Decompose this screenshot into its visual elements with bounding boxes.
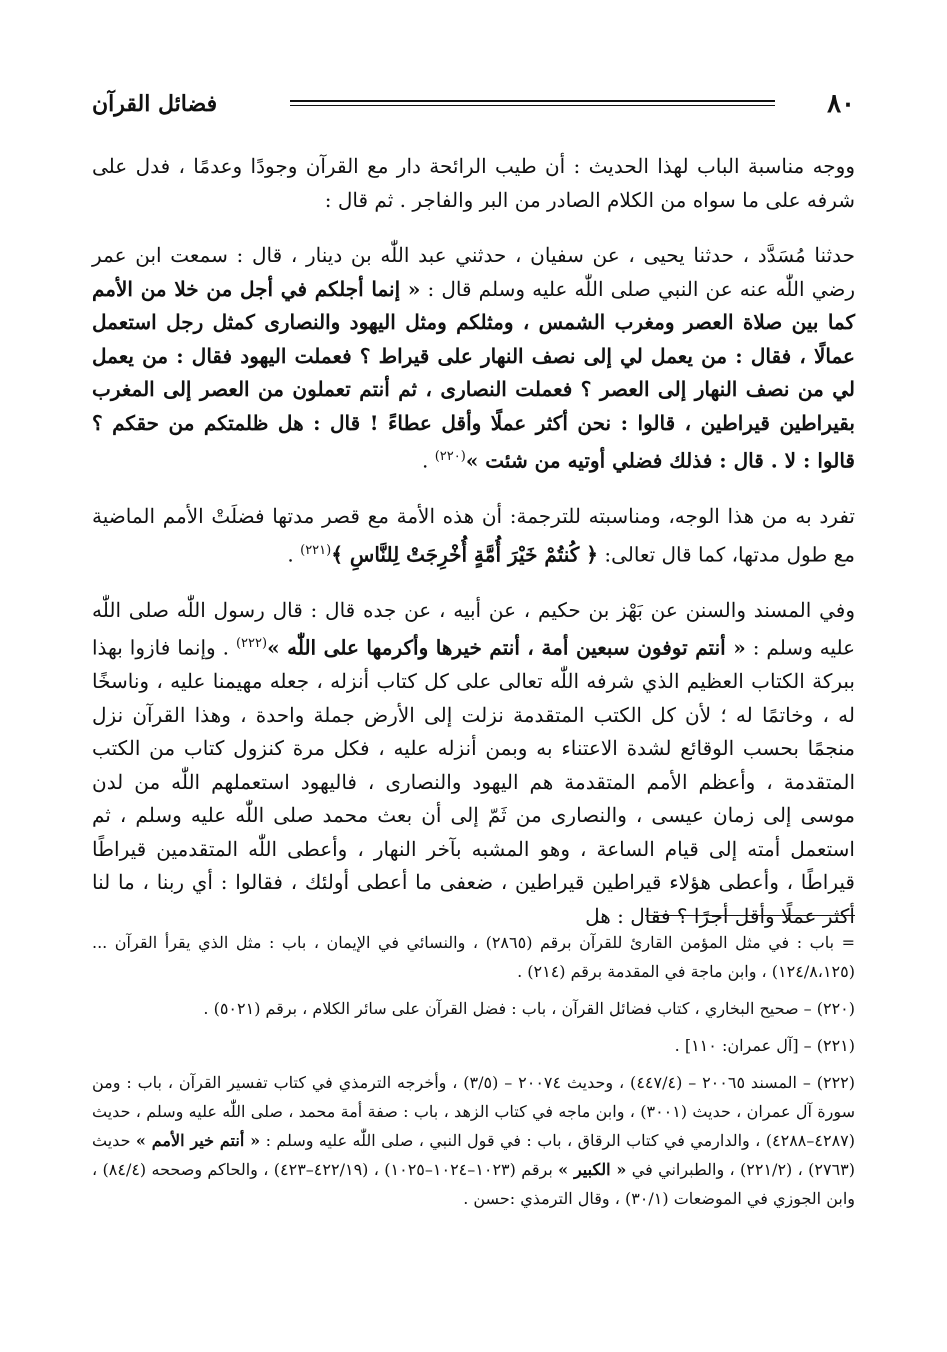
paragraph-1: ووجه مناسبة الباب لهذا الحديث : أن طيب الرائحة دار مع القرآن وجودًا وعدمًا ، فدل على شرفه على ما سواه من الكلام الصادر من البر والفاجر . ثم قال : bbox=[92, 154, 855, 212]
footnote-text: (٢٢٢) – المسند ٢٠٠٦٥ – (٤٤٧/٤) ، وحديث ٢٠٠٧٤ – (٣/٥) ، وأخرجه الترمذي في كتاب تفسير القرآن ، باب : ومن سورة آل عمران ، حديث (٣٠٠١) ، وابن ماجه في كتاب الزهد ، باب : صفة أمة محمد ، صلى اللّٰه عليه وسلم ، حديث (٤٢٨٧–٤٢٨٨) ، والدارمي في كتاب الرقاق ، باب : في قول النبي ، صلى اللّٰه عليه وسلم : bbox=[92, 1073, 856, 1150]
footnote-222 bbox=[92, 1068, 855, 1213]
footnote-book-title: « الكبير » bbox=[558, 1160, 627, 1179]
footnotes bbox=[92, 928, 855, 1221]
footnote-continued: = باب : في مثل المؤمن القارئ للقرآن برقم (٢٨٦٥) ، والنسائي في الإيمان ، باب : مثل الذي يقرأ القرآن ... (١٢٤/٨،١٢٥) ، وابن ماجة في المقدمة برقم (٢١٤) . bbox=[92, 933, 855, 981]
footnote-ref-220: (٢٢٠) bbox=[434, 449, 466, 464]
paragraph-end: . bbox=[422, 448, 435, 473]
hadith-text: « أنتم توفون سبعين أمة ، أنتم خيرها وأكرمها على اللّٰه » bbox=[267, 635, 746, 660]
footnote-221: (٢٢١) – [آل عمران: ١١٠] . bbox=[674, 1036, 855, 1055]
header-rule bbox=[290, 100, 775, 106]
paragraph-end: . bbox=[287, 542, 301, 567]
paragraph-2 bbox=[92, 239, 855, 478]
quran-verse: ﴿ كُنتُمْ خَيْرَ أُمَّةٍ أُخْرِجَتْ لِلنَّاسِ ﴾ bbox=[331, 542, 598, 567]
paragraph-3 bbox=[92, 500, 855, 572]
footnote-text: حديث (٢٧٦٣) ، (٢٢١/٢) ، والطبراني في bbox=[92, 1131, 855, 1179]
footnote-quote: « أنتم خير الأمم » bbox=[135, 1131, 261, 1150]
commentary-text: . وإنما فازوا بهذا ببركة الكتاب العظيم الذي شرفه اللّٰه تعالى على كل كتاب أنزله ، جعله مهيمنا عليه ، وناسخًا له ، وخاتمًا له ؛ لأن كل الكتب المتقدمة نزلت إلى الأرض جملة واحدة ، وهذا القرآن نزل منجمًا بحسب الوقائع لشدة الاعتناء به وبمن أنزله عليه ، فكل مرة كنزول كتاب من الكتب المتقدمة ، وأعظم الأمم المتقدمة هم اليهود والنصارى ، فاليهود استعملهم اللّٰه من لدن موسى إلى زمان عيسى ، والنصارى من ثَمّ إلى أن بعث محمد صلى اللّٰه عليه وسلم ، ثم استعمل أمته إلى قيام الساعة ، وهو المشبه بآخر النهار ، وأعطى اللّٰه المتقدمين قيراطًا قيراطًا ، وأعطى هؤلاء قيراطين قيراطين ، ضعفى ما أعطى أولئك ، فقالوا : أي ربنا ، ما لنا أكثر عملًا وأقل أجرًا ؟ فقال : هل bbox=[92, 635, 855, 928]
hadith-isnad: حدثنا مُسَدَّد ، حدثنا يحيى ، عن سفيان ، حدثني عبد اللّٰه بن دينار ، قال : سمعت ابن عمر رضي اللّٰه عنه عن النبي صلى اللّٰه عليه وسلم قال : bbox=[92, 243, 855, 301]
footnote-ref-222: (٢٢٢) bbox=[235, 636, 268, 652]
page-header bbox=[92, 86, 855, 122]
running-title: فضائل القرآن bbox=[92, 91, 218, 117]
paragraph-4 bbox=[92, 594, 855, 934]
main-text bbox=[92, 150, 855, 933]
hadith-isnad: وفي المسند والسنن عن بَهْز بن حكيم ، عن أبيه ، عن جده قال : قال رسول اللّٰه صلى اللّٰه عليه وسلم : bbox=[92, 597, 855, 660]
footnote-text: برقم (١٠٢٣–١٠٢٤–١٠٢٥) ، (٤٢٢/١٩–٤٢٣) ، والحاكم وصححه (٨٤/٤) ، وابن الجوزي في الموضعات (٣٠/١) ، وقال الترمذي :حسن . bbox=[92, 1160, 855, 1208]
commentary-text: تفرد به من هذا الوجه، ومناسبته للترجمة: أن هذه الأمة مع قصر مدتها فضلَتْ الأمم الماضية مع طول مدتها، كما قال تعالى: bbox=[92, 504, 855, 567]
footnote-220: (٢٢٠) – صحيح البخاري ، كتاب فضائل القرآن ، باب : فضل القرآن على سائر الكلام ، برقم (٥٠٢١) . bbox=[203, 999, 855, 1018]
page-number: ٨٠ bbox=[827, 89, 855, 119]
footnote-separator bbox=[645, 915, 855, 916]
footnote-ref-221: (٢٢١) bbox=[300, 542, 332, 558]
hadith-text: « إنما أجلكم في أجل من خلا من الأمم كما بين صلاة العصر ومغرب الشمس ، ومثلكم ومثل اليهود والنصارى كمثل رجل استعمل عمالًا ، فقال : من يعمل لي إلى نصف النهار على قيراط ؟ فعملت اليهود فقال : من يعمل لي من نصف النهار إلى العصر ؟ فعملت النصارى ، ثم أنتم تعملون من العصر إلى المغرب بقيراطين قيراطين ، قالوا : نحن أكثر عملًا وأقل عطاءً ! قال : هل ظلمتكم من حقكم ؟ قالوا : لا . قال : فذلك فضلي أوتيه من شئت » bbox=[92, 276, 856, 473]
